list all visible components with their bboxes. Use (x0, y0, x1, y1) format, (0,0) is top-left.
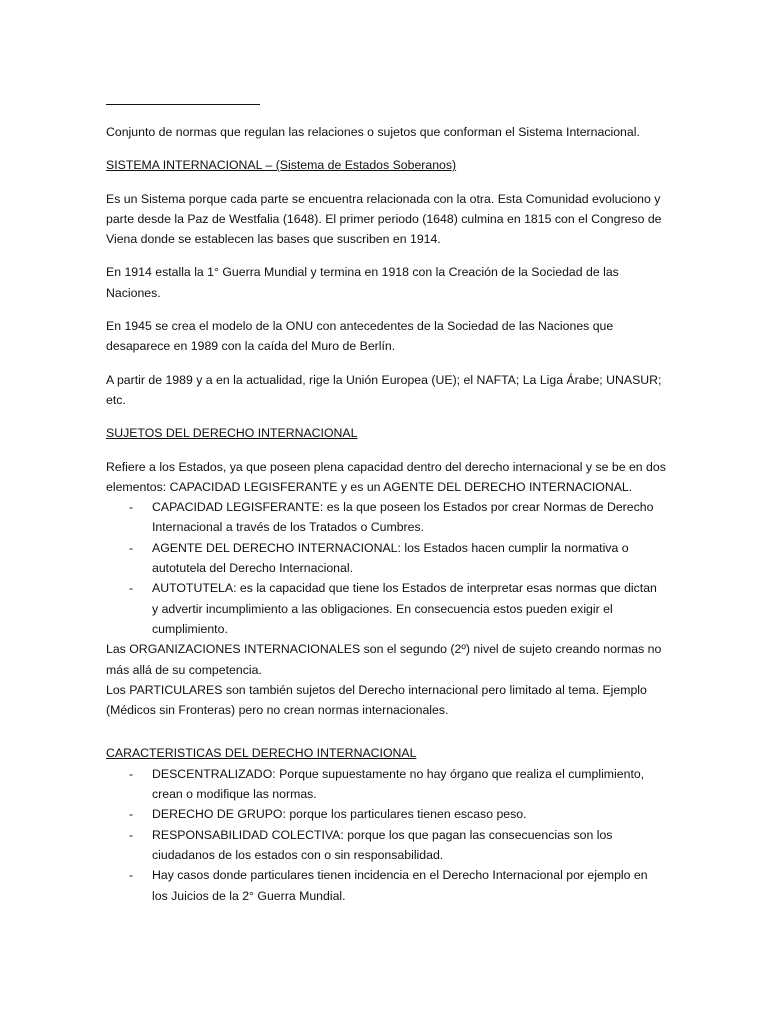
caracteristicas-list (106, 764, 666, 906)
list-item: - DESCENTRALIZADO: Porque supuestamente no hay órgano que realiza el cumplimiento, crean o modifique las normas. (106, 764, 666, 805)
heading-caracteristicas: CARACTERISTICAS DEL DERECHO INTERNACIONAL (106, 746, 417, 761)
list-item: - Hay casos donde particulares tienen incidencia en el Derecho Internacional por ejemplo en los Juicios de la 2° Guerra Mundial. (106, 865, 666, 906)
list-item: - AGENTE DEL DERECHO INTERNACIONAL: los Estados hacen cumplir la normativa o autotutela del Derecho Internacional. (106, 538, 666, 579)
paragraph-particulares: Los PARTICULARES son también sujetos del Derecho internacional pero limitado al tema. Ejemplo (Médicos sin Fronteras) pero no crean normas internacionales. (106, 682, 647, 718)
document-body (106, 122, 666, 906)
list-item: - CAPACIDAD LEGISFERANTE: es la que poseen los Estados por crear Normas de Derecho Internacional a través de los Tratados o Cumbres. (106, 497, 666, 538)
list-item: - AUTOTUTELA: es la capacidad que tiene los Estados de interpretar esas normas que dictan y advertir incumplimiento a las obligaciones. En consecuencia estos pueden exigir el cumplimiento. (106, 578, 666, 639)
paragraph-sistema-4: A partir de 1989 y a en la actualidad, rige la Unión Europea (UE); el NAFTA; La Liga Árabe; UNASUR; etc. (106, 372, 662, 407)
list-item: - DERECHO DE GRUPO: porque los particulares tienen escaso peso. (106, 804, 666, 824)
sujetos-list (106, 497, 666, 639)
paragraph-organizaciones: Las ORGANIZACIONES INTERNACIONALES son el segundo (2º) nivel de sujeto creando normas no más allá de su competencia. (106, 642, 662, 677)
intro-paragraph: Conjunto de normas que regulan las relaciones o sujetos que conforman el Sistema Internacional. (106, 125, 640, 139)
paragraph-sujetos: Refiere a los Estados, ya que poseen plena capacidad dentro del derecho internacional y se be en dos elementos: CAPACIDAD LEGISFERANTE y es un AGENTE DEL DERECHO INTERNACIONAL. (106, 459, 666, 494)
paragraph-sistema-2: En 1914 estalla la 1° Guerra Mundial y termina en 1918 con la Creación de la Sociedad de las Naciones. (106, 265, 619, 300)
paragraph-sistema-3: En 1945 se crea el modelo de la ONU con antecedentes de la Sociedad de las Naciones que desaparece en 1989 con la caída del Muro de Berlín. (106, 319, 614, 354)
list-item: - RESPONSABILIDAD COLECTIVA: porque los que pagan las consecuencias son los ciudadanos de los estados con o sin responsabilidad. (106, 825, 666, 866)
heading-sistema-internacional: SISTEMA INTERNACIONAL – (Sistema de Estados Soberanos) (106, 158, 457, 173)
top-rule (106, 104, 260, 105)
heading-sujetos: SUJETOS DEL DERECHO INTERNACIONAL (106, 426, 358, 441)
paragraph-sistema-1: Es un Sistema porque cada parte se encuentra relacionada con la otra. Esta Comunidad evoluciono y parte desde la Paz de Westfalia (1648). El primer periodo (1648) culmina en 1815 con el Congreso de Viena donde se establecen las bases que suscriben en 1914. (106, 191, 662, 247)
